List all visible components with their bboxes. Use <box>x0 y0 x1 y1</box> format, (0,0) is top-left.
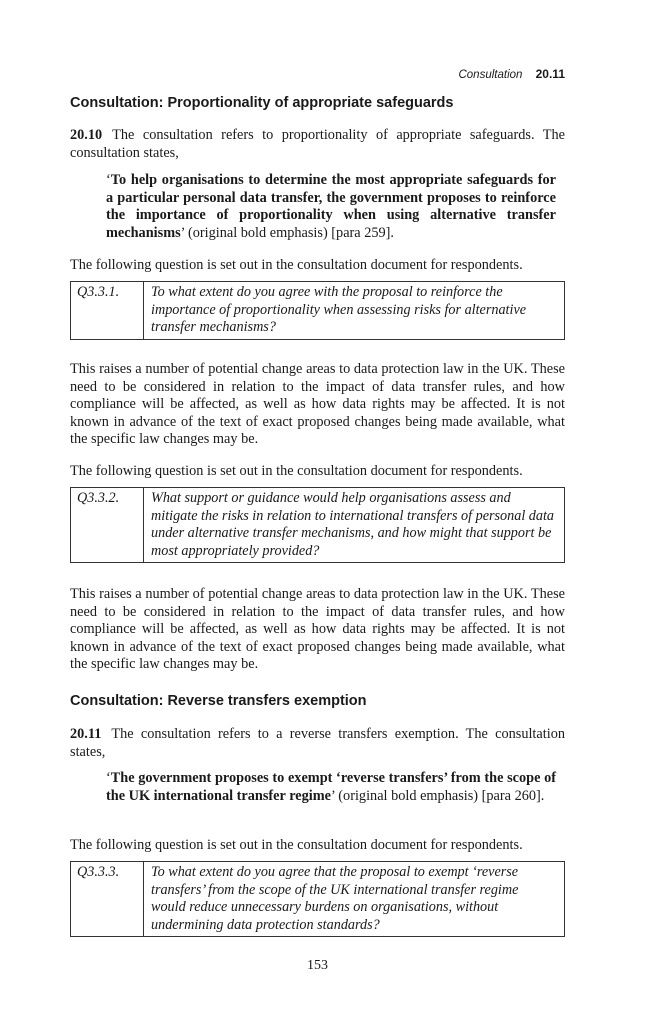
question-text: To what extent do you agree with the proposal to reinforce the importance of proportionality when assessing risks for alternative transfer mechanisms? <box>151 284 527 335</box>
question-lead-2: The following question is set out in the consultation document for respondents. <box>70 463 523 479</box>
paragraph-20-11 <box>70 726 565 761</box>
question-box-q3-3-2 <box>70 487 565 563</box>
question-id: Q3.3.3. <box>71 862 144 936</box>
section-heading-proportionality: Consultation: Proportionality of appropriate safeguards <box>70 95 454 111</box>
running-head-number: 20.11 <box>535 67 565 81</box>
running-head-title: Consultation <box>458 69 523 81</box>
block-quote-260: ‘The government proposes to exempt ‘reverse transfers’ from the scope of the UK international transfer regime’ (original bold emphasis) [para 260]. <box>106 770 556 804</box>
question-text: What support or guidance would help organisations assess and mitigate the risks in relation to international transfers of personal data under alternative transfer mechanisms, and how might that support be most appropriately provided? <box>151 490 555 559</box>
paragraph-number: 20.11 <box>70 726 102 742</box>
question-id: Q3.3.2. <box>71 488 144 562</box>
paragraph-20-10 <box>70 127 565 162</box>
quote-citation: ’ (original bold emphasis) [para 260]. <box>331 787 545 804</box>
block-quote-259: ‘To help organisations to determine the most appropriate safeguards for a particular personal data transfer, the government proposes to reinforce the importance of proportionality when using alternative transfer mechanisms’ (original bold emphasis) [para 259]. <box>106 172 556 241</box>
question-box-q3-3-1 <box>70 281 565 340</box>
question-box-q3-3-3 <box>70 861 565 937</box>
running-head <box>458 67 565 81</box>
paragraph-text: The consultation refers to proportionality of appropriate safeguards. The consultation states, <box>70 127 565 161</box>
question-lead-3: The following question is set out in the consultation document for respondents. <box>70 837 523 853</box>
section-heading-reverse-transfers: Consultation: Reverse transfers exemption <box>70 693 367 709</box>
question-id: Q3.3.1. <box>71 282 144 339</box>
page-number: 153 <box>307 958 328 973</box>
quote-citation: ’ (original bold emphasis) [para 259]. <box>180 224 395 241</box>
quote-bold-text: The government proposes to exempt ‘reverse transfers’ from the scope of the UK international transfer regime <box>106 770 556 804</box>
commentary-paragraph-1: This raises a number of potential change areas to data protection law in the UK. These need to be considered in relation to the impact of data transfer rules, and how compliance will be affected, as well as how data rights may be affected. It is not known in advance of the text of exact proposed changes being made available, what the specific law changes may be. <box>70 361 565 447</box>
commentary-paragraph-2: This raises a number of potential change areas to data protection law in the UK. These need to be considered in relation to the impact of data transfer rules, and how compliance will be affected, as well as how data rights may be affected. It is not known in advance of the text of exact proposed changes being made available, what the specific law changes may be. <box>70 586 565 672</box>
paragraph-text: The consultation refers to a reverse transfers exemption. The consultation states, <box>70 726 565 760</box>
paragraph-number: 20.10 <box>70 127 103 143</box>
question-lead-1: The following question is set out in the consultation document for respondents. <box>70 257 523 273</box>
quote-bold-text: To help organisations to determine the most appropriate safeguards for a particular personal data transfer, the government proposes to reinforce the importance of proportionality when using alternative transfer mechanisms <box>106 172 556 241</box>
question-text: To what extent do you agree that the proposal to exempt ‘reverse transfers’ from the scope of the UK international transfer regime would reduce unnecessary burdens on organisations, without undermining data protection standards? <box>151 864 519 933</box>
